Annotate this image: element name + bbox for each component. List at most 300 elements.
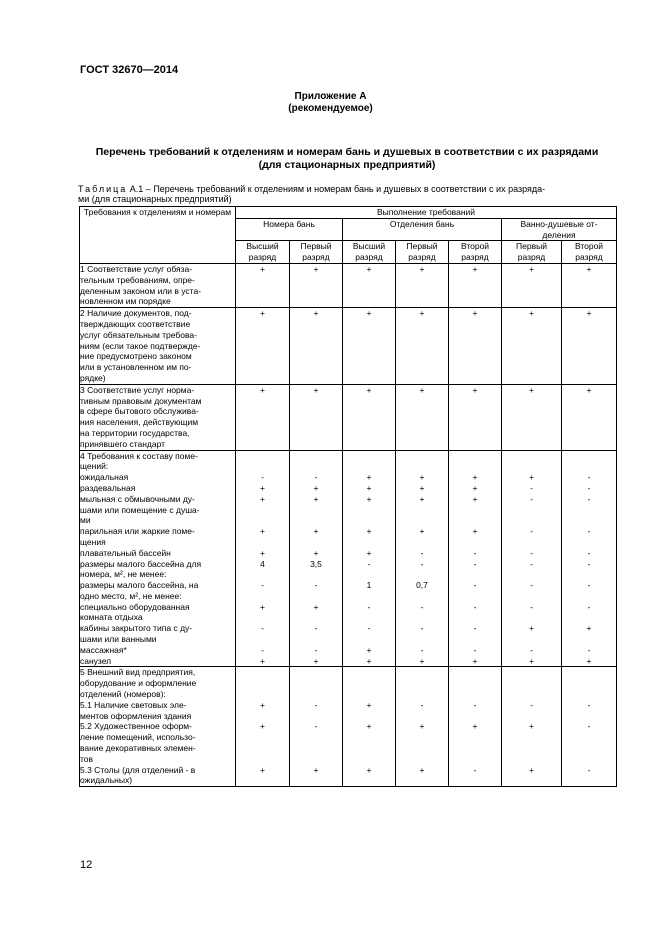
requirement-cell [80, 263, 236, 307]
value-mark [449, 569, 501, 580]
value-mark: + [366, 493, 372, 504]
value-mark [396, 634, 448, 645]
value-mark [449, 667, 501, 678]
value-mark [236, 634, 289, 645]
value-mark [343, 689, 395, 700]
value-mark: + [313, 263, 319, 274]
value-mark [449, 775, 501, 786]
value-mark [290, 754, 342, 765]
value-mark [502, 743, 561, 754]
requirement-cell [80, 450, 236, 667]
value-mark: + [313, 601, 319, 612]
value-mark [502, 461, 561, 472]
requirement-line: ние предусмотрено законом [80, 351, 192, 362]
value-mark: + [260, 263, 265, 274]
value-mark [236, 711, 289, 722]
value-mark: + [586, 263, 592, 274]
value-mark: + [260, 721, 265, 732]
value-mark: + [366, 764, 372, 775]
value-mark: - [420, 558, 424, 569]
requirement-line: раздевальная [80, 482, 136, 493]
requirement-line: оборудование и оформление [80, 678, 197, 689]
requirement-line: 5.1 Наличие световых эле- [80, 699, 187, 710]
value-mark: - [530, 482, 533, 493]
value-cell [396, 308, 449, 385]
requirement-line: новленном им порядке [80, 296, 171, 307]
value-mark [449, 451, 501, 462]
value-mark: - [420, 644, 424, 655]
value-mark: - [261, 472, 264, 483]
value-mark [236, 461, 289, 472]
value-mark [502, 678, 561, 689]
value-mark: + [366, 526, 372, 537]
header-requirements: Требования к отделениям и номерам [80, 207, 236, 264]
value-cell [562, 263, 617, 307]
value-mark: 4 [260, 558, 265, 569]
appendix-heading [0, 91, 661, 115]
value-mark [343, 569, 395, 580]
value-mark [290, 612, 342, 623]
requirement-line: ожидальная [80, 472, 129, 483]
header-subcolumn: Первый разряд [502, 241, 562, 264]
value-mark [343, 743, 395, 754]
value-mark: + [472, 655, 478, 666]
requirement-line: деленным законом или в уста- [80, 285, 202, 296]
table-body [80, 263, 617, 786]
value-mark: + [366, 644, 372, 655]
requirement-line: вание декоративных элемен- [80, 743, 196, 754]
header-group-rooms: Номера бань [236, 218, 343, 241]
value-mark [343, 678, 395, 689]
value-mark: + [419, 764, 425, 775]
requirement-line: в сфере бытового обслужива- [80, 406, 199, 417]
appendix-subtitle: (рекомендуемое) [288, 103, 373, 114]
value-mark: + [419, 263, 425, 274]
header-group-departments: Отделения бань [343, 218, 502, 241]
value-mark [343, 451, 395, 462]
requirement-line: услуг обязательным требова- [80, 329, 197, 340]
value-cell [343, 667, 396, 787]
value-mark [343, 754, 395, 765]
value-mark: + [313, 764, 319, 775]
value-mark [236, 678, 289, 689]
requirement-line: рядке) [80, 372, 106, 383]
value-cell [449, 667, 502, 787]
value-mark: + [313, 547, 319, 558]
document-code: ГОСТ 32670—2014 [80, 64, 179, 76]
value-mark [562, 743, 616, 754]
value-mark: + [366, 655, 372, 666]
value-cell [502, 384, 562, 450]
value-mark [449, 537, 501, 548]
value-mark: + [586, 384, 592, 395]
value-mark: + [529, 308, 534, 319]
value-cell [236, 450, 290, 667]
value-mark: + [472, 263, 478, 274]
value-mark: + [260, 547, 265, 558]
value-mark: + [419, 308, 425, 319]
value-mark: - [473, 558, 477, 569]
table-caption-text: А.1 – Перечень требований к отделениям и номерам бань и душевых в соответствии с их разряда- [127, 184, 546, 194]
value-mark: - [530, 644, 533, 655]
value-mark [502, 689, 561, 700]
value-mark: - [420, 699, 424, 710]
value-mark: + [586, 623, 592, 634]
header-subcolumn: Первый разряд [396, 241, 449, 264]
value-mark [236, 515, 289, 526]
value-cell [290, 384, 343, 450]
value-mark: + [529, 623, 534, 634]
value-mark: - [587, 493, 591, 504]
value-cell [502, 263, 562, 307]
value-mark [396, 569, 448, 580]
section-heading-line1: Перечень требований к отделениям и номерам бань и душевых в соответствии с их разрядами [95, 146, 599, 158]
value-cell [343, 308, 396, 385]
value-cell [290, 450, 343, 667]
value-mark [502, 591, 561, 602]
value-mark: + [313, 384, 319, 395]
value-mark: - [473, 601, 477, 612]
value-mark: - [587, 526, 591, 537]
value-mark: + [529, 764, 534, 775]
requirement-line: ния населения, действующим [80, 417, 199, 428]
value-cell [396, 384, 449, 450]
requirement-line: шами или помещение с душа- [80, 504, 200, 515]
value-mark [449, 634, 501, 645]
requirement-line: тов [80, 753, 94, 764]
value-cell [562, 308, 617, 385]
value-mark: - [587, 482, 591, 493]
table-caption-text2: ми (для стационарных предприятий) [78, 194, 232, 204]
value-mark: + [260, 601, 265, 612]
requirement-line: плавательный бассейн [80, 547, 171, 558]
table-row [80, 667, 617, 787]
value-mark [562, 515, 616, 526]
value-mark [502, 505, 561, 516]
value-mark [290, 591, 342, 602]
requirement-line: 1 Соответствие услуг обяза- [80, 263, 193, 274]
value-mark [562, 451, 616, 462]
value-cell [449, 450, 502, 667]
value-mark [236, 732, 289, 743]
value-mark [290, 515, 342, 526]
value-mark: + [419, 721, 425, 732]
value-mark: - [420, 601, 424, 612]
value-mark: + [419, 526, 425, 537]
requirement-line: 2 Наличие документов, под- [80, 308, 192, 319]
value-mark: + [260, 699, 265, 710]
value-mark: - [587, 721, 591, 732]
value-mark [449, 505, 501, 516]
value-mark: - [314, 580, 318, 591]
value-mark: + [472, 308, 478, 319]
value-mark: + [529, 263, 534, 274]
value-mark [562, 775, 616, 786]
value-mark [236, 569, 289, 580]
value-mark [396, 732, 448, 743]
value-mark [562, 612, 616, 623]
value-mark: 3,5 [310, 558, 322, 569]
value-mark [343, 711, 395, 722]
section-heading-line2: (для стационарных предприятий) [258, 159, 436, 171]
value-mark [343, 612, 395, 623]
value-mark: - [587, 580, 591, 591]
requirement-line: щений: [80, 461, 109, 472]
value-mark [502, 515, 561, 526]
requirement-line: мыльная с обмывочными ду- [80, 493, 195, 504]
value-mark [562, 634, 616, 645]
value-mark [396, 461, 448, 472]
requirement-cell [80, 384, 236, 450]
value-cell [236, 667, 290, 787]
requirement-line: ление помещений, использо- [80, 732, 196, 743]
value-mark: - [314, 699, 318, 710]
header-subcolumn: Первый разряд [290, 241, 343, 264]
value-mark [562, 591, 616, 602]
value-mark: + [260, 384, 265, 395]
value-mark [449, 461, 501, 472]
value-cell [396, 263, 449, 307]
value-mark [396, 711, 448, 722]
value-mark [236, 689, 289, 700]
table-caption [78, 184, 618, 204]
requirement-line: 3 Соответствие услуг норма- [80, 384, 195, 395]
requirement-line: ожидальных) [80, 775, 133, 786]
value-mark [396, 689, 448, 700]
header-group-bath-shower: Ванно-душевые от-деления [502, 218, 617, 241]
value-mark [343, 537, 395, 548]
value-mark: - [420, 623, 424, 634]
appendix-title: Приложение А [294, 91, 367, 102]
value-mark: + [529, 721, 534, 732]
value-mark: + [472, 721, 478, 732]
table-row [80, 384, 617, 450]
value-mark: + [529, 472, 534, 483]
value-mark: + [529, 655, 534, 666]
value-mark [502, 775, 561, 786]
value-cell [343, 384, 396, 450]
value-mark [236, 743, 289, 754]
value-mark: + [366, 384, 372, 395]
value-cell [236, 263, 290, 307]
value-mark [502, 711, 561, 722]
value-mark: + [366, 263, 372, 274]
value-mark [562, 569, 616, 580]
requirement-line: номера, м², не менее: [80, 569, 167, 580]
value-mark [343, 591, 395, 602]
value-mark: + [260, 493, 265, 504]
value-cell [343, 263, 396, 307]
value-mark: - [473, 764, 477, 775]
value-mark [290, 732, 342, 743]
value-mark: + [419, 472, 425, 483]
value-mark [396, 667, 448, 678]
value-mark: - [420, 547, 424, 558]
requirement-line: или в установленном им по- [80, 362, 192, 373]
value-mark: - [587, 699, 591, 710]
value-mark [562, 505, 616, 516]
requirement-line: отделений (номеров): [80, 689, 166, 700]
value-mark: - [530, 526, 533, 537]
value-mark: + [419, 384, 425, 395]
value-mark [290, 569, 342, 580]
header-subcolumn: Второй разряд [562, 241, 617, 264]
requirement-line: массажная* [80, 644, 127, 655]
value-mark: - [587, 558, 591, 569]
requirement-line: кабины закрытого типа с ду- [80, 623, 193, 634]
value-cell [290, 308, 343, 385]
value-mark: - [261, 623, 264, 634]
value-mark: - [473, 699, 477, 710]
value-mark [562, 689, 616, 700]
requirement-line: принявшего стандарт [80, 438, 166, 449]
value-mark [396, 451, 448, 462]
value-mark: - [587, 601, 591, 612]
value-mark: + [472, 472, 478, 483]
value-mark: - [587, 644, 591, 655]
value-mark [236, 667, 289, 678]
value-mark [396, 537, 448, 548]
value-mark: - [314, 623, 318, 634]
value-mark: - [367, 558, 371, 569]
requirement-line: ниям (если такое подтвержде- [80, 340, 201, 351]
value-mark: - [473, 580, 477, 591]
requirement-line: 5.3 Столы (для отделений - в [80, 764, 196, 775]
requirement-line: тивным правовым документам [80, 395, 202, 406]
value-mark [502, 537, 561, 548]
value-mark: + [366, 482, 372, 493]
value-mark [562, 678, 616, 689]
value-mark: + [313, 655, 319, 666]
value-mark: + [313, 493, 319, 504]
value-cell [449, 308, 502, 385]
value-mark [290, 505, 342, 516]
value-mark: + [260, 482, 265, 493]
value-cell [396, 450, 449, 667]
value-mark [396, 743, 448, 754]
value-mark [290, 461, 342, 472]
requirement-line: 5.2 Художественное оформ- [80, 721, 192, 732]
value-mark: + [313, 308, 319, 319]
value-mark: + [419, 482, 425, 493]
requirement-line: ментов оформления здания [80, 710, 192, 721]
value-mark: + [313, 526, 319, 537]
value-mark [502, 667, 561, 678]
value-mark [562, 732, 616, 743]
value-mark [502, 569, 561, 580]
value-cell [343, 450, 396, 667]
requirements-table [79, 206, 617, 787]
value-mark: + [472, 526, 478, 537]
value-mark: + [529, 384, 534, 395]
requirement-line: 4 Требования к составу поме- [80, 450, 198, 461]
value-mark: + [472, 482, 478, 493]
value-mark: - [587, 764, 591, 775]
value-cell [290, 263, 343, 307]
value-mark [449, 732, 501, 743]
value-mark [396, 591, 448, 602]
value-mark [236, 775, 289, 786]
value-mark: - [530, 547, 533, 558]
value-mark [502, 754, 561, 765]
value-mark: - [473, 644, 477, 655]
value-mark [396, 505, 448, 516]
value-mark [502, 732, 561, 743]
value-mark: + [260, 655, 265, 666]
value-mark [396, 612, 448, 623]
value-mark [449, 515, 501, 526]
value-cell [562, 384, 617, 450]
header-execution: Выполнение требований [236, 207, 617, 219]
requirement-cell [80, 308, 236, 385]
requirement-line: одно место, м², не менее: [80, 590, 182, 601]
value-mark [236, 505, 289, 516]
value-mark [236, 754, 289, 765]
value-mark [343, 515, 395, 526]
value-mark [343, 461, 395, 472]
value-cell [290, 667, 343, 787]
value-mark [562, 537, 616, 548]
requirement-line: размеры малого бассейна для [80, 558, 202, 569]
value-mark: + [313, 482, 319, 493]
header-subcolumn: Второй разряд [449, 241, 502, 264]
value-mark: - [314, 472, 318, 483]
page-number: 12 [80, 859, 93, 871]
requirement-line: комната отдыха [80, 612, 143, 623]
value-mark [290, 743, 342, 754]
value-mark: + [260, 308, 265, 319]
value-mark [396, 754, 448, 765]
value-mark [236, 537, 289, 548]
value-mark [449, 711, 501, 722]
value-mark: - [314, 644, 318, 655]
value-mark: + [260, 764, 265, 775]
requirement-line: щения [80, 536, 106, 547]
value-mark [449, 689, 501, 700]
value-mark [449, 591, 501, 602]
requirement-line: размеры малого бассейна, на [80, 580, 199, 591]
value-mark [502, 634, 561, 645]
value-mark [396, 678, 448, 689]
requirement-line: санузел [80, 655, 112, 666]
value-cell [449, 263, 502, 307]
value-mark: + [366, 547, 372, 558]
value-mark: + [366, 472, 372, 483]
value-mark [502, 612, 561, 623]
value-mark: - [314, 721, 318, 732]
value-cell [502, 450, 562, 667]
value-cell [502, 667, 562, 787]
value-mark [562, 667, 616, 678]
value-cell [449, 384, 502, 450]
value-mark: + [260, 526, 265, 537]
value-mark: + [366, 721, 372, 732]
value-mark [449, 743, 501, 754]
value-mark: + [472, 384, 478, 395]
requirement-line: тверждающих соответствие [80, 318, 191, 329]
value-mark [343, 775, 395, 786]
requirement-line: специально оборудованная [80, 601, 190, 612]
value-mark: - [530, 699, 533, 710]
value-mark [236, 612, 289, 623]
requirement-cell [80, 667, 236, 787]
value-mark [343, 732, 395, 743]
value-mark [449, 678, 501, 689]
value-mark: - [530, 601, 533, 612]
value-mark [290, 711, 342, 722]
value-mark [396, 775, 448, 786]
value-mark [290, 634, 342, 645]
